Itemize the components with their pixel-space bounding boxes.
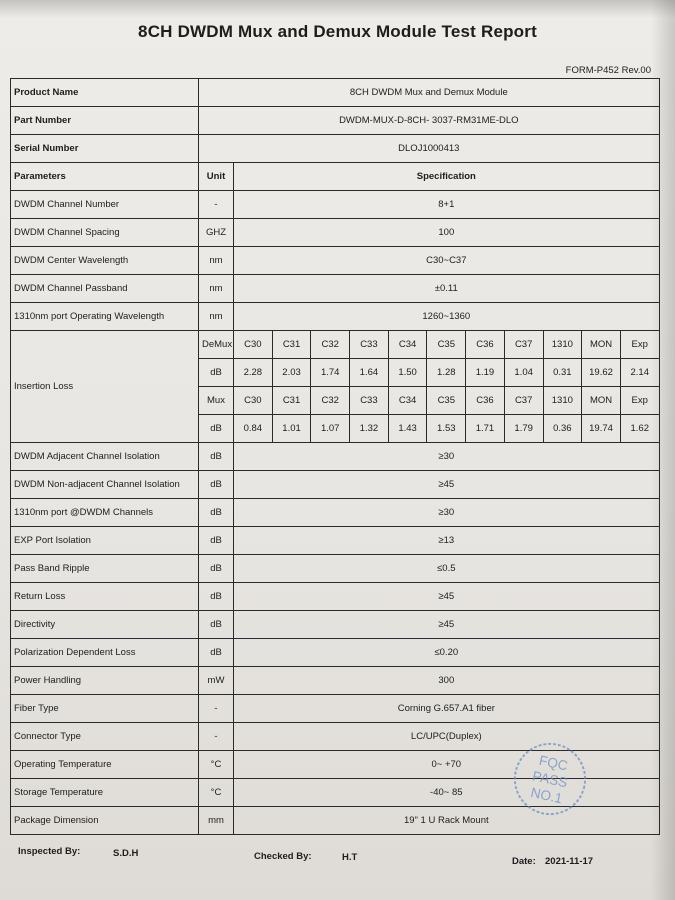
- demux-label: DeMux: [199, 331, 234, 359]
- spec-value: 19" 1 U Rack Mount: [234, 807, 660, 835]
- mux-value: 1.62: [620, 415, 659, 443]
- spec-row: [11, 583, 660, 611]
- spec-table: [10, 78, 660, 835]
- spec-param: EXP Port Isolation: [11, 527, 199, 555]
- spec-value: ≥30: [234, 499, 660, 527]
- spec-param: 1310nm port Operating Wavelength: [11, 303, 199, 331]
- spec-param: Pass Band Ripple: [11, 555, 199, 583]
- demux-value: 1.74: [311, 359, 350, 387]
- part-number-label: Part Number: [11, 107, 199, 135]
- spec-unit: nm: [199, 247, 234, 275]
- demux-value: 1.28: [427, 359, 466, 387]
- spec-param: Return Loss: [11, 583, 199, 611]
- channel-cell: C31: [272, 331, 311, 359]
- spec-unit: dB: [199, 583, 234, 611]
- top-shadow: [0, 0, 675, 18]
- demux-value: 1.64: [350, 359, 389, 387]
- mux-value: 1.07: [311, 415, 350, 443]
- spec-value: 8+1: [234, 191, 660, 219]
- channel-cell: C33: [350, 331, 389, 359]
- demux-unit: dB: [199, 359, 234, 387]
- spec-row: [11, 695, 660, 723]
- channel-cell: C37: [504, 387, 543, 415]
- spec-row: [11, 527, 660, 555]
- demux-value: 1.19: [466, 359, 505, 387]
- mux-unit: dB: [199, 415, 234, 443]
- spec-value: ≥30: [234, 443, 660, 471]
- mux-value: 1.01: [272, 415, 311, 443]
- spec-unit: dB: [199, 443, 234, 471]
- report-title: 8CH DWDM Mux and Demux Module Test Report: [138, 22, 537, 41]
- mux-value: 19.74: [582, 415, 621, 443]
- mux-value: 0.36: [543, 415, 582, 443]
- demux-value: 2.03: [272, 359, 311, 387]
- channel-cell: Exp: [620, 331, 659, 359]
- spec-value: -40~ 85: [234, 779, 660, 807]
- spec-unit: -: [199, 695, 234, 723]
- spec-unit: nm: [199, 275, 234, 303]
- channel-cell: C32: [311, 387, 350, 415]
- header-unit: Unit: [199, 163, 234, 191]
- channel-cell: C35: [427, 387, 466, 415]
- channel-cell: C37: [504, 331, 543, 359]
- product-name-row: [11, 79, 660, 107]
- stamp-line-2: PASS: [531, 768, 569, 791]
- spec-row: [11, 443, 660, 471]
- spec-param: Connector Type: [11, 723, 199, 751]
- checked-by-value: H.T: [342, 852, 358, 863]
- spec-row: [11, 639, 660, 667]
- serial-number-value: DLOJ1000413: [199, 135, 660, 163]
- demux-value: 2.28: [234, 359, 273, 387]
- spec-unit: dB: [199, 611, 234, 639]
- spec-value: 300: [234, 667, 660, 695]
- channel-cell: C32: [311, 331, 350, 359]
- spec-row: [11, 275, 660, 303]
- spec-row: [11, 303, 660, 331]
- fqc-pass-stamp: [504, 733, 597, 826]
- spec-unit: °C: [199, 779, 234, 807]
- channel-cell: 1310: [543, 331, 582, 359]
- spec-unit: dB: [199, 499, 234, 527]
- spec-param: Polarization Dependent Loss: [11, 639, 199, 667]
- demux-value: 1.50: [388, 359, 427, 387]
- il-demux-channel-row: [11, 331, 660, 359]
- spec-param: DWDM Non-adjacent Channel Isolation: [11, 471, 199, 499]
- spec-value: ≥45: [234, 611, 660, 639]
- part-number-value: DWDM-MUX-D-8CH- 3037-RM31ME-DLO: [199, 107, 660, 135]
- channel-cell: C33: [350, 387, 389, 415]
- serial-number-label: Serial Number: [11, 135, 199, 163]
- spec-unit: nm: [199, 303, 234, 331]
- spec-value: 1260~1360: [234, 303, 660, 331]
- channel-cell: C30: [234, 331, 273, 359]
- spec-value: ≥13: [234, 527, 660, 555]
- spec-unit: dB: [199, 639, 234, 667]
- spec-value: Corning G.657.A1 fiber: [234, 695, 660, 723]
- channel-cell: MON: [582, 387, 621, 415]
- checked-by-label: Checked By:: [254, 851, 312, 862]
- spec-param: DWDM Center Wavelength: [11, 247, 199, 275]
- channel-cell: C31: [272, 387, 311, 415]
- spec-unit: -: [199, 723, 234, 751]
- channel-cell: Exp: [620, 387, 659, 415]
- spec-unit: mW: [199, 667, 234, 695]
- channel-cell: MON: [582, 331, 621, 359]
- spec-unit: mm: [199, 807, 234, 835]
- channel-cell: 1310: [543, 387, 582, 415]
- spec-value: ±0.11: [234, 275, 660, 303]
- demux-value: 0.31: [543, 359, 582, 387]
- spec-unit: °C: [199, 751, 234, 779]
- spec-unit: GHZ: [199, 219, 234, 247]
- channel-cell: C34: [388, 387, 427, 415]
- demux-value: 2.14: [620, 359, 659, 387]
- spec-row: [11, 191, 660, 219]
- inspected-by-value: S.D.H: [113, 848, 139, 859]
- spec-value: 0~ +70: [234, 751, 660, 779]
- channel-cell: C34: [388, 331, 427, 359]
- mux-value: 1.43: [388, 415, 427, 443]
- product-name-label: Product Name: [11, 79, 199, 107]
- spec-param: Package Dimension: [11, 807, 199, 835]
- channel-cell: C36: [466, 387, 505, 415]
- spec-param: Power Handling: [11, 667, 199, 695]
- spec-unit: dB: [199, 471, 234, 499]
- form-number: FORM-P452 Rev.00: [565, 65, 651, 76]
- date-value: 2021-11-17: [545, 856, 594, 867]
- spec-value: ≤0.20: [234, 639, 660, 667]
- spec-param: Fiber Type: [11, 695, 199, 723]
- header-specification: Specification: [234, 163, 660, 191]
- part-number-row: [11, 107, 660, 135]
- mux-value: 1.79: [504, 415, 543, 443]
- demux-value: 1.04: [504, 359, 543, 387]
- stamp-line-3: NO.1: [529, 784, 564, 807]
- channel-cell: C35: [427, 331, 466, 359]
- spec-param: 1310nm port @DWDM Channels: [11, 499, 199, 527]
- channel-cell: C30: [234, 387, 273, 415]
- spec-row: [11, 247, 660, 275]
- spec-unit: dB: [199, 527, 234, 555]
- spec-unit: -: [199, 191, 234, 219]
- date-label: Date:: [512, 856, 536, 867]
- spec-value: LC/UPC(Duplex): [234, 723, 660, 751]
- mux-value: 1.32: [350, 415, 389, 443]
- spec-param: DWDM Channel Spacing: [11, 219, 199, 247]
- spec-param: DWDM Adjacent Channel Isolation: [11, 443, 199, 471]
- spec-row: [11, 611, 660, 639]
- demux-value: 19.62: [582, 359, 621, 387]
- spec-param: Storage Temperature: [11, 779, 199, 807]
- serial-number-row: [11, 135, 660, 163]
- product-name-value: 8CH DWDM Mux and Demux Module: [199, 79, 660, 107]
- spec-param: Operating Temperature: [11, 751, 199, 779]
- spec-value: C30~C37: [234, 247, 660, 275]
- spec-value: ≤0.5: [234, 555, 660, 583]
- header-row: [11, 163, 660, 191]
- header-parameters: Parameters: [11, 163, 199, 191]
- stamp-line-1: FQC: [537, 752, 570, 774]
- spec-value: ≥45: [234, 583, 660, 611]
- mux-value: 1.53: [427, 415, 466, 443]
- spec-param: DWDM Channel Number: [11, 191, 199, 219]
- channel-cell: C36: [466, 331, 505, 359]
- mux-value: 1.71: [466, 415, 505, 443]
- spec-row: [11, 555, 660, 583]
- spec-row: [11, 499, 660, 527]
- mux-label: Mux: [199, 387, 234, 415]
- spec-row: [11, 219, 660, 247]
- spec-value: 100: [234, 219, 660, 247]
- spec-row: [11, 667, 660, 695]
- insertion-loss-label: Insertion Loss: [11, 331, 199, 443]
- spec-param: Directivity: [11, 611, 199, 639]
- mux-value: 0.84: [234, 415, 273, 443]
- inspected-by-label: Inspected By:: [18, 846, 81, 857]
- spec-unit: dB: [199, 555, 234, 583]
- spec-param: DWDM Channel Passband: [11, 275, 199, 303]
- spec-row: [11, 471, 660, 499]
- spec-value: ≥45: [234, 471, 660, 499]
